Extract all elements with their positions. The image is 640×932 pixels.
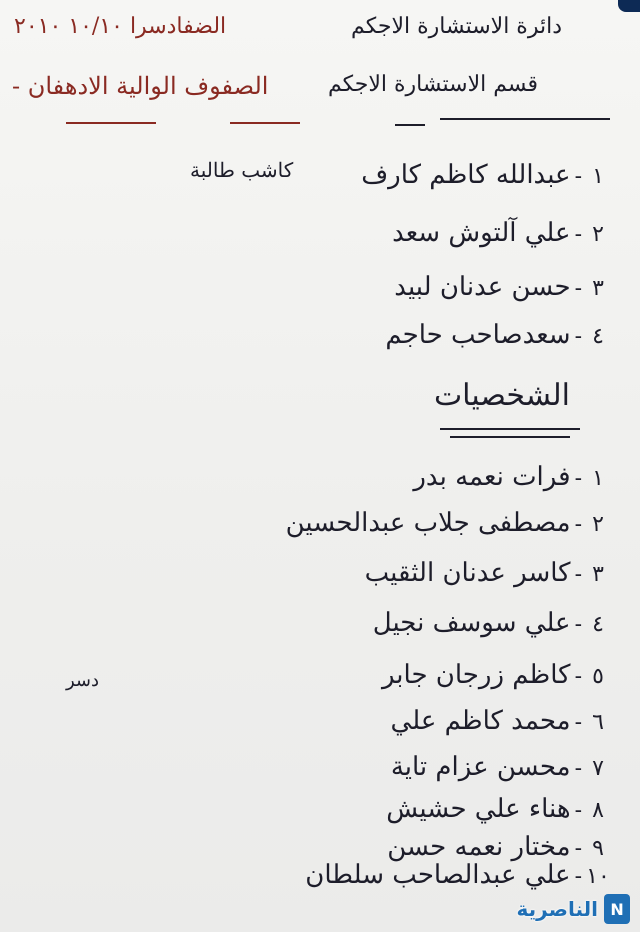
item-name: عبدالله كاظم كارف — [361, 160, 571, 190]
item-number: ١ — [592, 466, 604, 491]
header-left-underline-2 — [230, 122, 300, 124]
item-name: هناء علي حشيش — [386, 794, 571, 824]
item-number: ٣ — [592, 276, 604, 301]
header-note: كاشب طالبة — [190, 158, 294, 182]
list-item: ١-فرات نعمه بدر — [413, 462, 610, 492]
item-name: فرات نعمه بدر — [413, 462, 571, 492]
header-right-line1: دائرة الاستشارة الاجكم — [351, 14, 562, 39]
header-left-underline — [66, 122, 156, 124]
watermark-logo-icon: N — [604, 894, 630, 924]
header-left-line1: الضفادسرا ١٠/١٠ ٢٠١٠ — [14, 14, 227, 39]
item-number: ٣ — [592, 562, 604, 587]
item-name: محمد كاظم علي — [390, 706, 571, 736]
list-item: ٦-محمد كاظم علي — [391, 706, 610, 736]
item-number: ٤ — [592, 324, 604, 349]
corner-shadow — [618, 0, 640, 12]
item-number: ٢ — [592, 222, 604, 247]
item-name: علي سوسف نجيل — [372, 608, 571, 638]
list-item: ٢-علي آلتوش سعد — [392, 218, 610, 248]
header-left-line2: الصفوف الوالية الادهفان - — [12, 72, 269, 100]
list-item: ٢-مصطفى جلاب عبدالحسين — [286, 508, 610, 538]
item-name: سعدصاحب حاجم — [385, 320, 571, 350]
list-item: ١٠-علي عبدالصاحب سلطان — [305, 860, 610, 890]
side-note: دسر — [66, 670, 100, 691]
item-name: حسن عدنان لبيد — [394, 272, 571, 302]
list-item: ٤-سعدصاحب حاجم — [385, 320, 610, 350]
item-number: ٤ — [592, 612, 604, 637]
item-number: ٥ — [592, 664, 604, 689]
item-name: علي آلتوش سعد — [392, 218, 571, 248]
list-item: ٥-كاظم زرجان جابر — [382, 660, 610, 690]
item-name: مصطفى جلاب عبدالحسين — [285, 508, 571, 538]
header-right-underline — [440, 118, 610, 120]
list-item: ٧-محسن عزام تاية — [391, 752, 610, 782]
list-item: ٣-حسن عدنان لبيد — [394, 272, 610, 302]
item-number: ٢ — [592, 512, 604, 537]
item-name: كاظم زرجان جابر — [381, 660, 571, 690]
watermark — [517, 894, 630, 924]
item-number: ٨ — [592, 798, 604, 823]
item-number: ٧ — [592, 756, 604, 781]
list-item: ٨-هناء علي حشيش — [386, 794, 610, 824]
header-right-line2: قسم الاستشارة الاجكم — [327, 72, 538, 97]
item-name: محسن عزام تاية — [390, 752, 571, 782]
item-number: ٩ — [592, 836, 604, 861]
item-name: كاسر عدنان الثقيب — [364, 558, 571, 588]
item-name: علي عبدالصاحب سلطان — [305, 860, 571, 890]
section-title-underline — [440, 428, 580, 430]
list-item: ٩-مختار نعمه حسن — [387, 832, 610, 862]
item-name: مختار نعمه حسن — [387, 832, 571, 862]
item-number: ٦ — [592, 710, 604, 735]
item-number: ١٠ — [586, 864, 610, 889]
section-title-underline-2 — [450, 436, 570, 438]
list-item: ٤-علي سوسف نجيل — [373, 608, 610, 638]
list-item: ٣-كاسر عدنان الثقيب — [365, 558, 610, 588]
item-number: ١ — [592, 164, 604, 189]
watermark-text: الناصرية — [516, 897, 598, 921]
list-item: ١-عبدالله كاظم كارف — [361, 160, 610, 190]
header-right-underline-dash — [395, 124, 425, 126]
section-title: الشخصيات — [433, 378, 570, 413]
